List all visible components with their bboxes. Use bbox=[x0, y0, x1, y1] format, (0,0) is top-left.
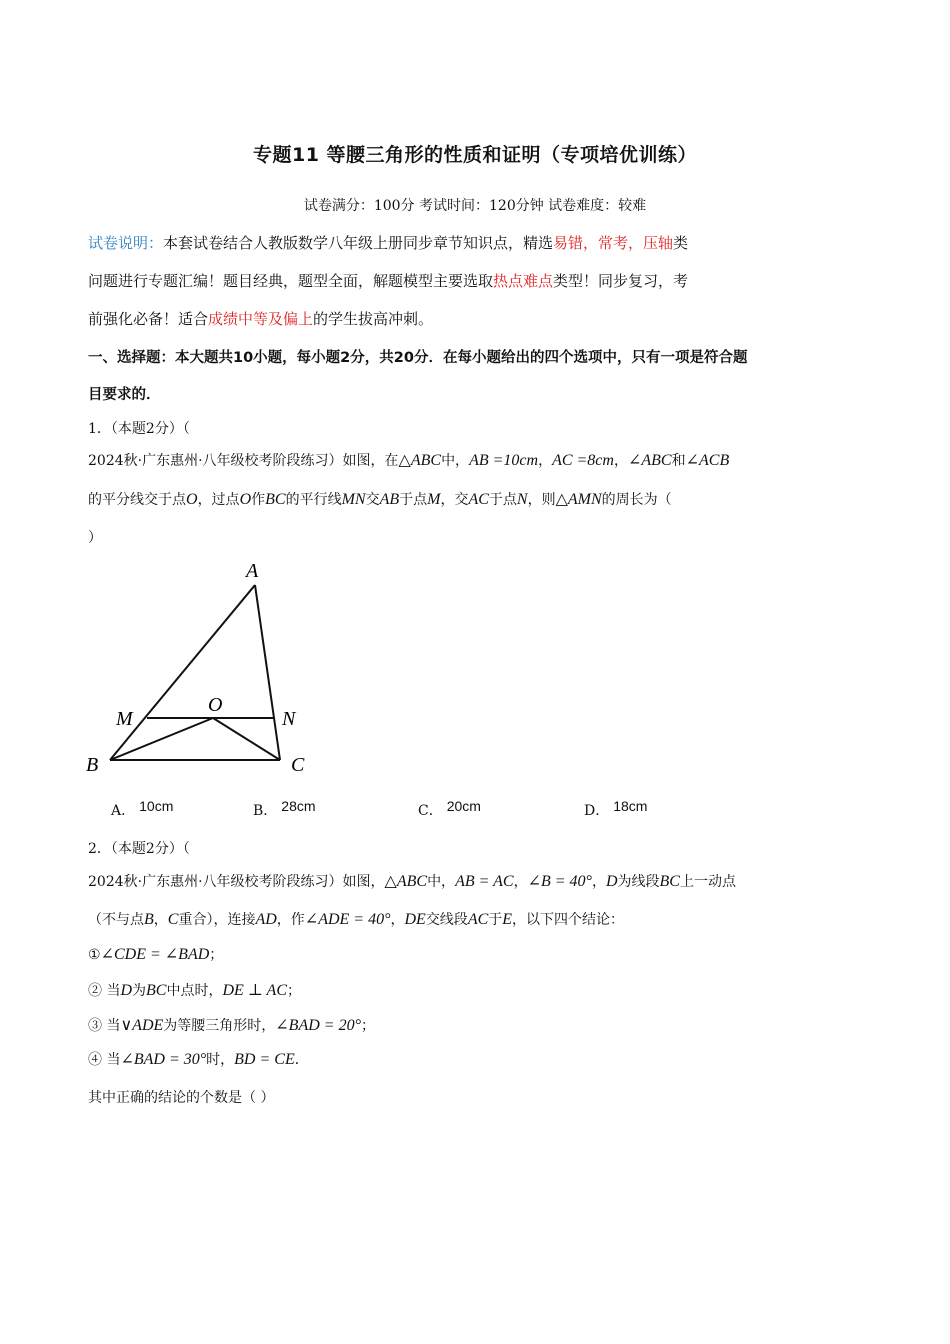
q2-conclusion-1: ①∠CDE = ∠BAD； bbox=[88, 946, 224, 963]
q2-conclusion-4: ④ 当∠BAD = 30°时，BD = CE． bbox=[88, 1051, 309, 1068]
q1-option-b[interactable]: B． 28cm bbox=[253, 798, 316, 819]
intro-line-1: 试卷说明：本套试卷结合人教版数学八年级上册同步章节知识点，精选易错，常考，压轴类 bbox=[88, 234, 689, 252]
q2-conclusion-2: ② 当D为BC中点时，DE ⊥ AC； bbox=[88, 982, 301, 999]
q2-question: 其中正确的结论的个数是（ ） bbox=[88, 1090, 275, 1106]
q1-option-c[interactable]: C． 20cm bbox=[418, 798, 481, 819]
q1-close-paren: ） bbox=[88, 530, 102, 546]
label-o: O bbox=[208, 694, 223, 716]
page-title: 专题11 等腰三角形的性质和证明（专项培优训练） bbox=[252, 144, 698, 166]
section-heading-line-1: 一、选择题：本大题共10小题，每小题2分，共20分．在每小题给出的四个选项中，只有一项是符合题 bbox=[88, 350, 748, 366]
label-a: A bbox=[246, 560, 259, 582]
q1-line-2: 的平分线交于点O，过点O作BC的平行线MN交AB于点M，交AC于点N，则△AMN的周长为（ bbox=[88, 491, 672, 508]
q1-triangle-figure bbox=[80, 555, 320, 785]
label-c: C bbox=[291, 754, 305, 776]
q2-line-1: 2024秋·广东惠州·八年级校考阶段练习）如图，△ABC中，AB = AC，∠B = 40°，D为线段BC上一动点 bbox=[88, 873, 736, 890]
side-ab bbox=[110, 585, 255, 760]
q1-header: 1．（本题2分）（ bbox=[88, 421, 190, 437]
q1-option-a[interactable]: A． 10cm bbox=[111, 798, 174, 819]
q1-option-d[interactable]: D． 18cm bbox=[584, 798, 648, 819]
side-ac bbox=[255, 585, 280, 760]
q2-line-2: （不与点B，C重合），连接AD，作∠ADE = 40°，DE交线段AC于E，以下四个结论： bbox=[88, 911, 625, 928]
q2-header: 2．（本题2分）（ bbox=[88, 841, 190, 857]
q2-conclusion-3: ③ 当∨ADE为等腰三角形时，∠BAD = 20°； bbox=[88, 1017, 375, 1034]
highlight-1: 易错，常考，压轴 bbox=[553, 234, 674, 252]
intro-line-3: 前强化必备！适合成绩中等及偏上的学生拔高冲刺。 bbox=[88, 310, 434, 328]
intro-line-2: 问题进行专题汇编！题目经典，题型全面，解题模型主要选取热点难点类型！同步复习，考 bbox=[88, 272, 689, 290]
label-n: N bbox=[282, 708, 296, 730]
label-m: M bbox=[116, 708, 133, 730]
section-heading-line-2: 目要求的． bbox=[88, 387, 161, 403]
highlight-2: 热点难点 bbox=[493, 272, 554, 290]
label-b: B bbox=[86, 754, 99, 776]
bisector-co bbox=[213, 718, 280, 760]
exam-meta: 试卷满分：100分 考试时间：120分钟 试卷难度：较难 bbox=[303, 198, 647, 214]
q1-line-1: 2024秋·广东惠州·八年级校考阶段练习）如图，在△ABC中，AB =10cm，AC =8cm，∠ABC和∠ACB bbox=[88, 452, 730, 469]
intro-label: 试卷说明： bbox=[88, 234, 164, 252]
highlight-3: 成绩中等及偏上 bbox=[208, 310, 314, 328]
